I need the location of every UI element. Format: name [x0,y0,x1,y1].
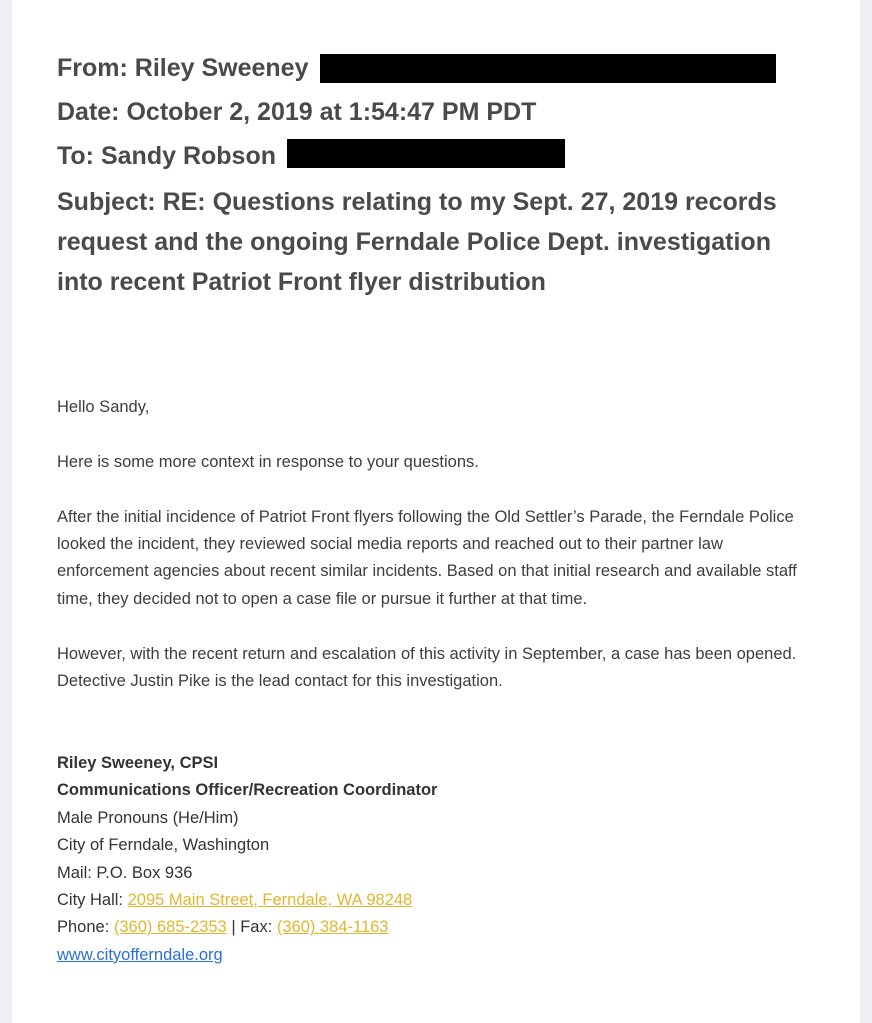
signature-website [57,942,817,969]
city-hall-label: City Hall: [57,891,128,910]
subject-value: RE: Questions relating to my Sept. 27, 2019 records request and the ongoing Ferndale Police Dept. investigation into recent Patriot Front flyer distribution [57,188,777,296]
city-hall-address-link[interactable]: 2095 Main Street, Ferndale, WA 98248 [127,891,413,910]
date-label: Date: [57,98,120,126]
phone-label: Phone: [57,918,114,937]
signature-name: Riley Sweeney, CPSI [57,754,219,772]
greeting: Hello Sandy, [57,398,150,416]
email-signature [57,750,817,969]
body-paragraph-1: Here is some more context in response to your questions. [57,452,479,471]
to-name: Sandy Robson [100,142,276,170]
signature-organization: City of Ferndale, Washington [57,836,270,855]
subject-line [57,182,817,302]
body-paragraph-3: However, with the recent return and escalation of this activity in September, a case has been opened. Detective Justin Pike is the lead contact for this investigation. [57,644,797,691]
fax-label: | Fax: [226,918,277,937]
phone-link[interactable]: (360) 685-2353 [113,918,227,937]
signature-city-hall [57,887,817,914]
subject-label: Subject: [57,188,156,216]
email-headers [57,49,817,302]
from-label: From: [57,54,128,82]
body-paragraph-2: After the initial incidence of Patriot Front flyers following the Old Settler’s Parade, the Ferndale Police looked the incident, they reviewed social media reports and reached out to their partner law enforcement agencies about recent similar incidents. Based on that initial research and available staff time, they decided not to open a case file or pursue it further at that time. [57,507,797,608]
signature-pronouns: Male Pronouns (He/Him) [57,808,239,827]
to-line [57,137,817,181]
from-line [57,49,817,93]
to-label: To: [57,142,95,170]
from-name: Riley Sweeney [134,54,309,82]
fax-link[interactable]: (360) 384-1163 [276,918,389,937]
email-body [57,394,817,723]
signature-contact [57,914,817,941]
from-email-redaction [320,54,776,83]
signature-mail: Mail: P.O. Box 936 [57,863,193,882]
to-email-redaction [287,139,565,168]
signature-title: Communications Officer/Recreation Coordinator [57,781,438,800]
website-link[interactable]: www.cityofferndale.org [57,945,223,964]
date-value: October 2, 2019 at 1:54:47 PM PDT [126,98,537,126]
date-line [57,93,817,137]
